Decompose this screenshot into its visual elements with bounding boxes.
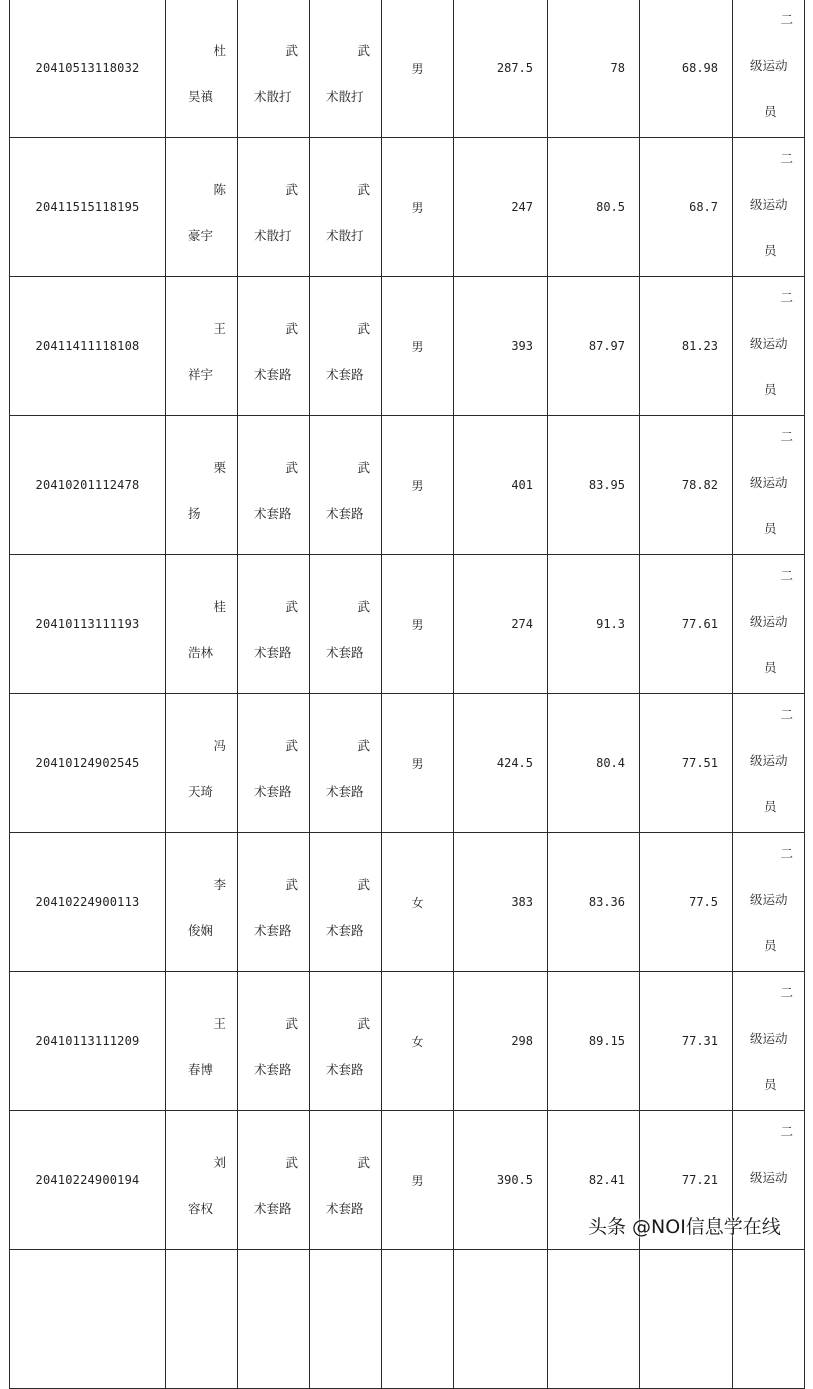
level-line-3: 员 — [764, 938, 777, 953]
event-a-line-2: 术套路 — [254, 367, 292, 382]
athlete-level — [733, 694, 805, 833]
table-row — [10, 833, 805, 972]
name-line-2: 俊娴 — [188, 923, 214, 938]
event-a-line-2: 术套路 — [254, 923, 292, 938]
score-3: 68.7 — [640, 138, 733, 277]
athlete-level — [733, 277, 805, 416]
event-a-line-1: 武 — [285, 1016, 298, 1031]
event-b — [310, 1111, 382, 1250]
name-line-2: 豪宇 — [188, 228, 214, 243]
empty-cell — [310, 1250, 382, 1389]
candidate-name — [166, 277, 238, 416]
event-b-line-2: 术套路 — [326, 645, 364, 660]
level-line-1: 二 — [780, 429, 793, 444]
event-b-line-2: 术散打 — [326, 89, 364, 104]
gender: 男 — [382, 277, 454, 416]
event-a — [238, 277, 310, 416]
table-row — [10, 277, 805, 416]
event-b-line-2: 术套路 — [326, 784, 364, 799]
athlete-level — [733, 0, 805, 138]
event-a-line-2: 术散打 — [254, 228, 292, 243]
event-a — [238, 694, 310, 833]
level-line-3: 员 — [764, 799, 777, 814]
candidate-id: 20410113111193 — [10, 555, 166, 694]
name-line-2: 昊禛 — [188, 89, 214, 104]
event-b-line-2: 术散打 — [326, 228, 364, 243]
score-1: 247 — [454, 138, 548, 277]
event-a-line-1: 武 — [285, 43, 298, 58]
level-line-1: 二 — [780, 568, 793, 583]
name-line-1: 栗 — [213, 460, 226, 475]
athlete-level — [733, 972, 805, 1111]
score-2: 82.41 — [548, 1111, 640, 1250]
event-a-line-2: 术套路 — [254, 506, 292, 521]
event-b-line-2: 术套路 — [326, 1201, 364, 1216]
score-3: 81.23 — [640, 277, 733, 416]
event-a-line-1: 武 — [285, 599, 298, 614]
name-line-1: 陈 — [213, 182, 226, 197]
name-line-2: 浩林 — [188, 645, 214, 660]
level-line-2: 级运动 — [750, 614, 788, 629]
level-line-3: 员 — [764, 104, 777, 119]
name-line-1: 刘 — [213, 1155, 226, 1170]
score-3: 68.98 — [640, 0, 733, 138]
candidate-name — [166, 972, 238, 1111]
candidate-id: 20410113111209 — [10, 972, 166, 1111]
candidate-id: 20411515118195 — [10, 138, 166, 277]
score-1: 393 — [454, 277, 548, 416]
name-line-1: 王 — [213, 321, 226, 336]
table-row — [10, 555, 805, 694]
candidate-id: 20410224900113 — [10, 833, 166, 972]
candidate-name — [166, 416, 238, 555]
score-1: 274 — [454, 555, 548, 694]
gender: 女 — [382, 833, 454, 972]
score-2: 83.36 — [548, 833, 640, 972]
event-b-line-2: 术套路 — [326, 1062, 364, 1077]
candidate-id: 20410224900194 — [10, 1111, 166, 1250]
name-line-2: 扬 — [188, 506, 201, 521]
gender: 男 — [382, 1111, 454, 1250]
event-a-line-1: 武 — [285, 738, 298, 753]
event-b-line-1: 武 — [357, 43, 370, 58]
name-line-2: 天琦 — [188, 784, 214, 799]
event-a-line-2: 术套路 — [254, 1062, 292, 1077]
event-b-line-2: 术套路 — [326, 367, 364, 382]
empty-cell — [166, 1250, 238, 1389]
candidate-name — [166, 833, 238, 972]
event-a-line-1: 武 — [285, 321, 298, 336]
watermark: 头条 @NOI信息学在线 — [588, 1216, 781, 1238]
event-b-line-1: 武 — [357, 738, 370, 753]
score-3: 77.5 — [640, 833, 733, 972]
level-line-1: 二 — [780, 846, 793, 861]
event-b — [310, 833, 382, 972]
name-line-1: 李 — [213, 877, 226, 892]
event-b-line-2: 术套路 — [326, 923, 364, 938]
event-a — [238, 972, 310, 1111]
candidate-id: 20410124902545 — [10, 694, 166, 833]
gender: 男 — [382, 0, 454, 138]
event-a — [238, 138, 310, 277]
table-row — [10, 972, 805, 1111]
event-b-line-1: 武 — [357, 460, 370, 475]
gender: 女 — [382, 972, 454, 1111]
level-line-1: 二 — [780, 707, 793, 722]
results-table-body — [10, 0, 805, 1389]
score-2: 87.97 — [548, 277, 640, 416]
table-row — [10, 138, 805, 277]
event-a — [238, 1111, 310, 1250]
empty-cell — [640, 1250, 733, 1389]
event-b — [310, 555, 382, 694]
candidate-name — [166, 694, 238, 833]
score-2: 80.4 — [548, 694, 640, 833]
score-2: 80.5 — [548, 138, 640, 277]
empty-cell — [238, 1250, 310, 1389]
level-line-2: 级运动 — [750, 1031, 788, 1046]
score-1: 298 — [454, 972, 548, 1111]
athlete-level — [733, 555, 805, 694]
score-2: 83.95 — [548, 416, 640, 555]
level-line-2: 级运动 — [750, 336, 788, 351]
gender: 男 — [382, 138, 454, 277]
event-b — [310, 416, 382, 555]
level-line-1: 二 — [780, 151, 793, 166]
event-b — [310, 972, 382, 1111]
gender: 男 — [382, 555, 454, 694]
score-3: 78.82 — [640, 416, 733, 555]
event-b-line-1: 武 — [357, 877, 370, 892]
event-b — [310, 138, 382, 277]
name-line-2: 容权 — [188, 1201, 214, 1216]
score-3: 77.31 — [640, 972, 733, 1111]
score-1: 383 — [454, 833, 548, 972]
score-2: 89.15 — [548, 972, 640, 1111]
level-line-3: 员 — [764, 382, 777, 397]
empty-cell — [454, 1250, 548, 1389]
name-line-1: 杜 — [213, 43, 226, 58]
event-a-line-1: 武 — [285, 182, 298, 197]
level-line-3: 员 — [764, 521, 777, 536]
name-line-2: 祥宇 — [188, 367, 214, 382]
event-a — [238, 416, 310, 555]
score-2: 78 — [548, 0, 640, 138]
level-line-3: 员 — [764, 1077, 777, 1092]
empty-cell — [10, 1250, 166, 1389]
candidate-name — [166, 1111, 238, 1250]
score-1: 401 — [454, 416, 548, 555]
results-table — [9, 0, 805, 1389]
name-line-2: 春博 — [188, 1062, 214, 1077]
score-1: 424.5 — [454, 694, 548, 833]
level-line-2: 级运动 — [750, 197, 788, 212]
event-a-line-1: 武 — [285, 877, 298, 892]
name-line-1: 冯 — [213, 738, 226, 753]
level-line-1: 二 — [780, 290, 793, 305]
name-line-1: 王 — [213, 1016, 226, 1031]
level-line-2: 级运动 — [750, 753, 788, 768]
empty-cell — [382, 1250, 454, 1389]
event-b — [310, 0, 382, 138]
event-a — [238, 833, 310, 972]
level-line-1: 二 — [780, 985, 793, 1000]
event-a-line-2: 术套路 — [254, 1201, 292, 1216]
score-3: 77.51 — [640, 694, 733, 833]
level-line-2: 级运动 — [750, 58, 788, 73]
level-line-1: 二 — [780, 12, 793, 27]
table-row — [10, 416, 805, 555]
event-a — [238, 555, 310, 694]
candidate-id: 20410201112478 — [10, 416, 166, 555]
candidate-id: 20410513118032 — [10, 0, 166, 138]
table-row — [10, 0, 805, 138]
event-a-line-2: 术散打 — [254, 89, 292, 104]
event-b-line-1: 武 — [357, 1155, 370, 1170]
athlete-level — [733, 138, 805, 277]
candidate-name — [166, 138, 238, 277]
level-line-2: 级运动 — [750, 1170, 788, 1185]
gender: 男 — [382, 694, 454, 833]
event-a-line-1: 武 — [285, 460, 298, 475]
level-line-3: 员 — [764, 243, 777, 258]
level-line-3: 员 — [764, 660, 777, 675]
event-b-line-1: 武 — [357, 321, 370, 336]
empty-cell — [733, 1250, 805, 1389]
candidate-id: 20411411118108 — [10, 277, 166, 416]
candidate-name — [166, 0, 238, 138]
level-line-2: 级运动 — [750, 475, 788, 490]
event-a — [238, 0, 310, 138]
event-b-line-2: 术套路 — [326, 506, 364, 521]
name-line-1: 桂 — [213, 599, 226, 614]
event-b — [310, 277, 382, 416]
score-2: 91.3 — [548, 555, 640, 694]
event-b-line-1: 武 — [357, 1016, 370, 1031]
level-line-1: 二 — [780, 1124, 793, 1139]
level-line-2: 级运动 — [750, 892, 788, 907]
athlete-level — [733, 416, 805, 555]
table-row-partial — [10, 1250, 805, 1389]
event-a-line-2: 术套路 — [254, 645, 292, 660]
event-a-line-2: 术套路 — [254, 784, 292, 799]
table-row — [10, 694, 805, 833]
score-1: 287.5 — [454, 0, 548, 138]
event-b — [310, 694, 382, 833]
event-b-line-1: 武 — [357, 182, 370, 197]
score-3: 77.61 — [640, 555, 733, 694]
score-1: 390.5 — [454, 1111, 548, 1250]
empty-cell — [548, 1250, 640, 1389]
athlete-level — [733, 833, 805, 972]
gender: 男 — [382, 416, 454, 555]
candidate-name — [166, 555, 238, 694]
event-a-line-1: 武 — [285, 1155, 298, 1170]
event-b-line-1: 武 — [357, 599, 370, 614]
score-3: 77.21 — [640, 1111, 733, 1250]
